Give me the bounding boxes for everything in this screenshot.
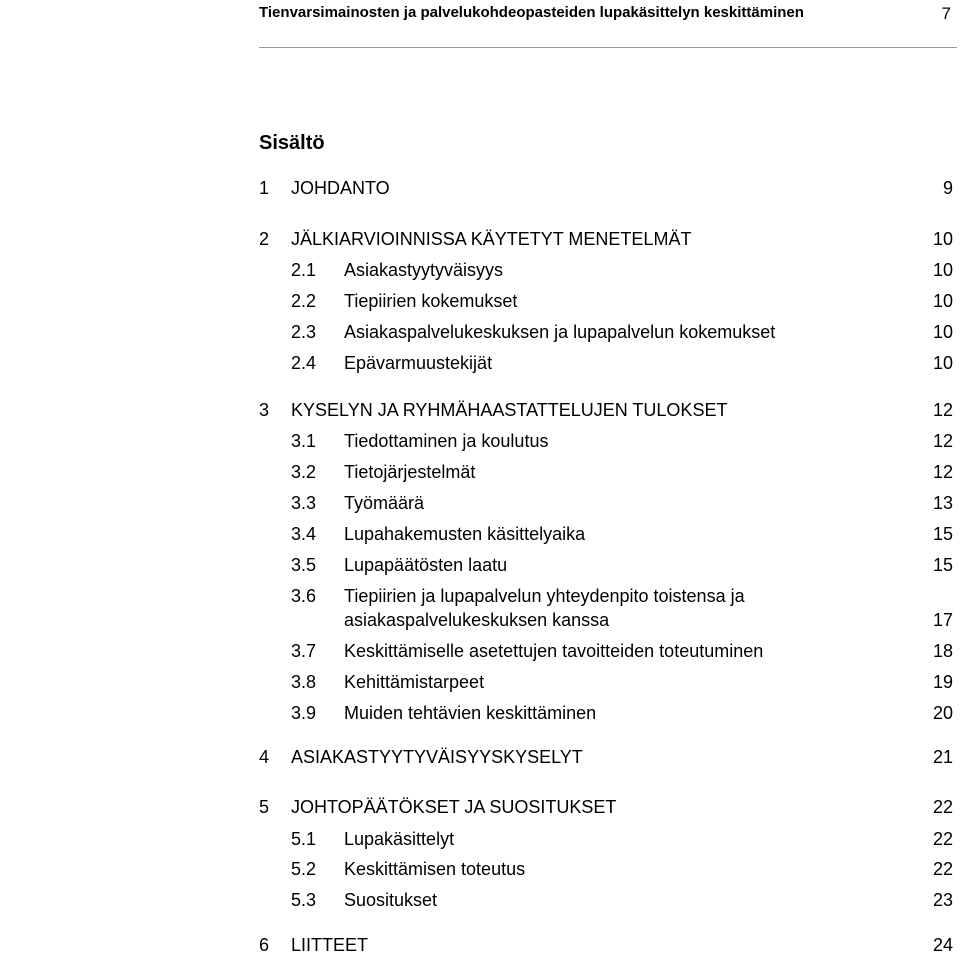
toc-entry-label: Asiakaspalvelukeskuksen ja lupapalvelun kokemukset: [344, 322, 776, 342]
toc-entry-label: Keskittämisen toteutus: [344, 859, 526, 879]
toc-entry-label: JOHDANTO: [291, 178, 390, 198]
toc-entry-3-7[interactable]: [259, 639, 953, 663]
toc-entry-number: 3.5: [291, 555, 317, 575]
toc-entry-page: 24: [932, 935, 953, 955]
toc-entry-label: LIITTEET: [291, 935, 369, 955]
toc-entry-page: 12: [932, 462, 953, 482]
toc-entry-label: Epävarmuustekijät: [344, 353, 493, 373]
toc-entry-number: 3.8: [291, 672, 317, 692]
header-divider: [259, 47, 957, 48]
toc-entry-label: KYSELYN JA RYHMÄHAASTATTELUJEN TULOKSET: [291, 400, 728, 420]
toc-entry-page: 21: [932, 747, 953, 767]
toc-entry-number: 1: [259, 178, 270, 198]
toc-entry-1[interactable]: [259, 176, 953, 200]
toc-entry-page: 10: [932, 229, 953, 249]
toc-entry-2-4[interactable]: [259, 351, 953, 375]
toc-entry-label: Lupakäsittelyt: [344, 829, 455, 849]
toc-entry-2-1[interactable]: [259, 258, 953, 282]
toc-entry-number: 5.2: [291, 859, 317, 879]
toc-entry-label: Lupahakemusten käsittelyaika: [344, 524, 586, 544]
toc-entry-page: 15: [932, 555, 953, 575]
toc-entry-page: 18: [932, 641, 953, 661]
toc-entry-number: 3: [259, 400, 270, 420]
toc-entry-number: 3.9: [291, 703, 317, 723]
toc-entry-3-9[interactable]: [259, 701, 953, 725]
toc-entry-number: 3.7: [291, 641, 317, 661]
toc-entry-number: 5.3: [291, 890, 317, 910]
toc-entry-label: ASIAKASTYYTYVÄISYYSKYSELYT: [291, 747, 583, 767]
toc-entry-label: Lupapäätösten laatu: [344, 555, 508, 575]
toc-entry-number: 3.1: [291, 431, 317, 451]
toc-entry-2[interactable]: [259, 227, 953, 251]
toc-entry-number: 2.1: [291, 260, 317, 280]
toc-entry-number: 2: [259, 229, 270, 249]
toc-entry-2-2[interactable]: [259, 289, 953, 313]
toc-entry-page: 9: [942, 178, 953, 198]
toc-entry-label: Kehittämistarpeet: [344, 672, 485, 692]
toc-entry-page: 12: [932, 431, 953, 451]
toc-entry-page: 12: [932, 400, 953, 420]
toc-entry-number: 3.6: [291, 586, 317, 606]
toc-entry-page: 10: [932, 353, 953, 373]
toc-entry-page: 22: [932, 797, 953, 817]
toc-entry-page: 17: [932, 610, 953, 630]
toc-entry-label: JOHTOPÄÄTÖKSET JA SUOSITUKSET: [291, 797, 617, 817]
toc-heading: Sisältö: [259, 132, 325, 154]
toc-entry-5[interactable]: [259, 795, 953, 819]
toc-entry-6[interactable]: [259, 933, 953, 957]
toc-entry-number: 4: [259, 747, 270, 767]
toc-entry-2-3[interactable]: [259, 320, 953, 344]
toc-entry-3[interactable]: [259, 398, 953, 422]
toc-entry-5-3[interactable]: [259, 888, 953, 912]
running-header: [259, 2, 951, 24]
toc-entry-label: Tiedottaminen ja koulutus: [344, 431, 549, 451]
toc-entry-page: 22: [932, 829, 953, 849]
toc-entry-page: 13: [932, 493, 953, 513]
toc-entry-page: 15: [932, 524, 953, 544]
toc-entry-number: 2.2: [291, 291, 317, 311]
toc-entry-number: 3.4: [291, 524, 317, 544]
toc-entry-number: 2.4: [291, 353, 317, 373]
header-page-number: 7: [941, 4, 951, 23]
toc-entry-number: 5: [259, 797, 270, 817]
toc-entry-page: 22: [932, 859, 953, 879]
toc-entry-3-8[interactable]: [259, 670, 953, 694]
toc-entry-label: Keskittämiselle asetettujen tavoitteiden toteutuminen: [344, 641, 764, 661]
toc-entry-3-3[interactable]: [259, 491, 953, 515]
toc-entry-3-6[interactable]: [259, 584, 953, 632]
toc-entry-label: Tiepiirien ja lupapalvelun yhteydenpito toistensa ja asiakaspalvelukeskuksen kanssa: [344, 586, 745, 630]
toc-entry-3-4[interactable]: [259, 522, 953, 546]
toc-entry-3-2[interactable]: [259, 460, 953, 484]
toc-entry-label: Suositukset: [344, 890, 438, 910]
toc-entry-label: Tiepiirien kokemukset: [344, 291, 518, 311]
header-title: Tienvarsimainosten ja palvelukohdeopasteiden lupakäsittelyn keskittäminen: [259, 4, 804, 21]
toc-entry-number: 2.3: [291, 322, 317, 342]
toc-entry-label: Tietojärjestelmät: [344, 462, 476, 482]
toc-entry-page: 19: [932, 672, 953, 692]
toc-entry-number: 3.2: [291, 462, 317, 482]
toc-entry-number: 5.1: [291, 829, 317, 849]
toc-entry-4[interactable]: [259, 745, 953, 769]
toc-entry-3-1[interactable]: [259, 429, 953, 453]
toc-entry-label: JÄLKIARVIOINNISSA KÄYTETYT MENETELMÄT: [291, 229, 692, 249]
toc-entry-label: Työmäärä: [344, 493, 425, 513]
toc-entry-5-1[interactable]: [259, 827, 953, 851]
toc-entry-label: Muiden tehtävien keskittäminen: [344, 703, 597, 723]
toc-entry-page: 10: [932, 322, 953, 342]
toc-entry-label: Asiakastyytyväisyys: [344, 260, 504, 280]
toc-entry-5-2[interactable]: [259, 857, 953, 881]
toc-entry-page: 10: [932, 260, 953, 280]
toc-entry-page: 23: [932, 890, 953, 910]
toc-entry-3-5[interactable]: [259, 553, 953, 577]
toc-entry-number: 3.3: [291, 493, 317, 513]
toc-entry-number: 6: [259, 935, 270, 955]
toc-entry-page: 10: [932, 291, 953, 311]
toc-entry-page: 20: [932, 703, 953, 723]
